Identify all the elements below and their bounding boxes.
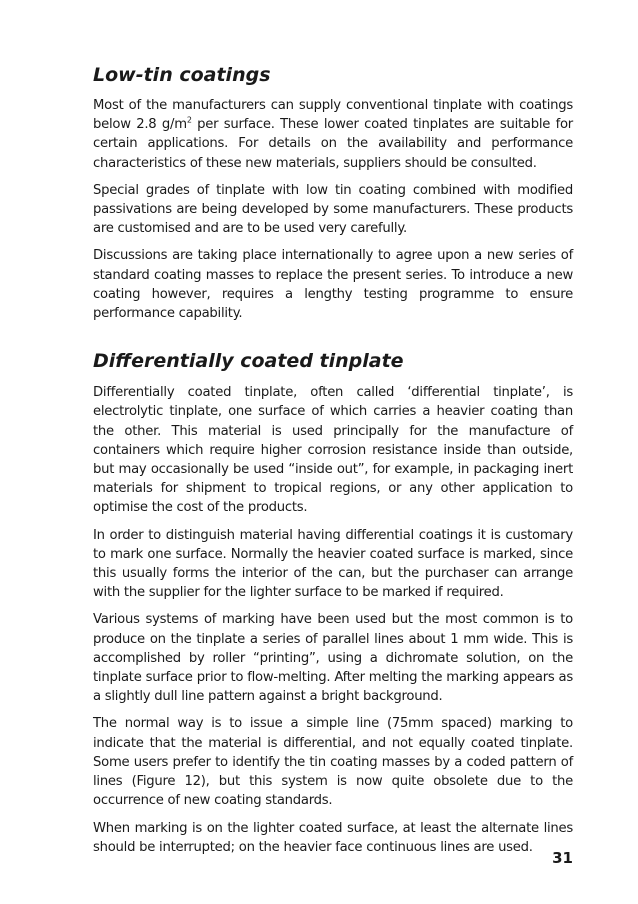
paragraph: When marking is on the lighter coated surface, at least the alternate lines should be interrupted; on the heavier face continuous lines are used. (93, 820, 573, 855)
section-heading-low-tin-coatings: Low-tin coatings (93, 64, 271, 86)
superscript: 2 (186, 115, 192, 125)
paragraph: The normal way is to issue a simple line (75mm spaced) marking to indicate that the material is differential, and not equally coated tinplate. Some users prefer to identify the tin coating masses by a coded pattern of lines (Figure 12), but this system is now quite obsolete due to the occurrence of new coating standards. (93, 716, 573, 809)
page-number: 31 (552, 849, 573, 867)
paragraph: Differentially coated tinplate, often called ‘differential tinplate’, is electrolytic tinplate, one surface of which carries a heavier coating than the other. This material is used principally for the manufacture of containers which require higher corrosion resistance inside than outside, but may occasionally be used “inside out”, for example, in packaging inert materials for shipment to tropical regions, or any other application to optimise the cost of the products. (93, 385, 573, 516)
paragraph-text: per surface. These lower coated tinplates are suitable for certain applications. For details on the availability and performance characteristics of these new materials, suppliers should be consulted. (93, 117, 573, 171)
paragraph: Various systems of marking have been used but the most common is to produce on the tinplate a series of parallel lines about 1 mm wide. This is accomplished by roller “printing”, using a dichromate solution, on the tinplate surface prior to flow-melting. After melting the marking appears as a slightly dull line pattern against a bright background. (93, 612, 573, 705)
page-body (93, 62, 573, 865)
paragraph: In order to distinguish material having differential coatings it is customary to mark one surface. Normally the heavier coated surface is marked, since this usually forms the interior of the can, but the purchaser can arrange with the supplier for the lighter surface to be marked if required. (93, 527, 573, 601)
paragraph: Special grades of tinplate with low tin coating combined with modified passivations are being developed by some manufacturers. These products are customised and are to be used very carefully. (93, 182, 573, 237)
paragraph: Discussions are taking place internationally to agree upon a new series of standard coating masses to replace the present series. To introduce a new coating however, requires a lengthy testing programme to ensure performance capability. (93, 248, 573, 322)
paragraph (93, 96, 573, 173)
paragraph-text: Most of the manufacturers can supply conventional tinplate with coatings below 2.8 g/m (93, 98, 573, 133)
section-heading-differentially-coated-tinplate: Differentially coated tinplate (93, 350, 404, 373)
